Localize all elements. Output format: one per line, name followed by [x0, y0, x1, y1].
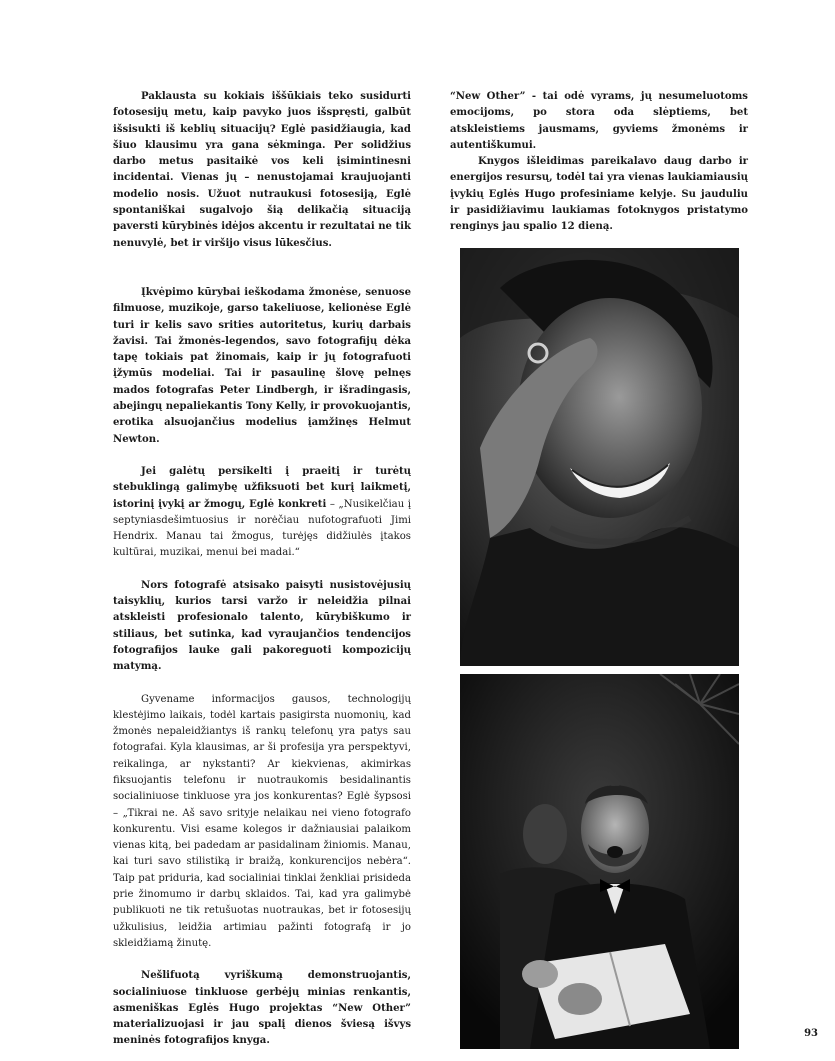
paragraph-book-release: Knygos išleidimas pareikalavo daug darbo ir energijos resursų, todėl tai yra vienas laukiamiausių įvykių Eglės Hugo profesiniame kelyje. Su jauduliu ir pasidižiavimu laukiamas fotoknygos pristatymo renginys jau spalio 12 dieną. — [450, 156, 748, 233]
left-text-column — [113, 89, 411, 1050]
paragraph-information-age: Gyvename informacijos gausos, technologijų klestėjimo laikais, todėl kartais pasigirsta nuomonių, kad žmonės nepaleidžiantys iš rankų telefonų yra patys sau fotografai. Kyla klausimas, ar ši profesija yra perspektyvi, reikalinga, ar nykstanti? Ar kiekvienas, akimirkas fiksuojantis telefonu ir nuotraukomis besidalinantis socialiniuose tinkluose yra jos konkurentas? Eglė šypsosi – „Tikrai ne. Aš savo srityje nelaikau nei vieno fotografo konkurentu. Visi esame kolegos ir dažniausiai palaikom vienas kitą, bei padedam ar pasidalinam žiniomis. Manau, kai turi savo stilistiką ir braižą, konkurencijos nebėra“. Taip pat priduria, kad socialiniai tinklai ženkliai prisideda prie žinomumo ir darbų sklaidos. Tai, kad yra galimybė publikuoti ne tik retušuotas nuotraukas, bet ir fotosesijų užkulisius, leidžia artimiau pažinti fotografą ir jo skleidžiamą žinutę. — [113, 693, 411, 949]
paragraph-new-other-project: Nešlifuotą vyriškumą demonstruojantis, socialiniuose tinkluose gerbėjų minias renkantis, asmeniškas Eglės Hugo projektas “New Other” materializuojasi ir jau spalį dienos šviesą išvys meninės fotografijos knyga. — [113, 970, 411, 1047]
paragraph-time-travel-quote: – „Nusikelčiau į septyniasdešimtuosius ir norėčiau nufotografuoti Jimi Hendrix. Manau tai žmogus, turėjęs didžiulės įtakos kultūrai, muzikai, menui bei madai.“ — [113, 498, 412, 559]
paragraph-challenges: Paklausta su kokiais iššūkiais teko susidurti fotosesijų metu, kaip pavyko juos išspręsti, galbūt išsisukti iš keblių situacijų? Eglė pasidžiaugia, kad šiuo klausimu yra gana sėkminga. Per solidžius darbo metus pasitaikė vos keli įsimintinesni incidentai. Vienas jų – nenustojamai kraujuojanti modelio nosis. Užuot nutraukusi fotosesiją, Eglė spontaniškai sugalvojo šią delikačią situaciją paversti kūrybinės idėjos akcentu ir rezultatai ne tik nenuvylė, bet ir viršijo visus lūkesčius. — [113, 91, 411, 249]
photo-man-with-book — [460, 674, 739, 1049]
paragraph-time-travel — [113, 464, 411, 562]
paragraph-rules: Nors fotografė atsisako paisyti nusistovėjusių taisyklių, kurios tarsi varžo ir neleidžia pilnai atskleisti profesionalo talento, kūrybiškumo ir stiliaus, bet sutinka, kad vyraujančios tendencijos fotografijos lauke gali pakoreguoti kompozicijų matymą. — [113, 579, 411, 673]
right-text-column — [450, 89, 748, 236]
page-number: 93 — [804, 1028, 818, 1039]
photo-laughing-man — [460, 248, 739, 666]
photo-laughing-man-image — [460, 248, 739, 666]
photo-man-with-book-image — [460, 674, 739, 1049]
paragraph-ode-to-men: “New Other” - tai odė vyrams, jų nesumeluotoms emocijoms, po stora oda slėptiems, bet atskleistiems jausmams, gyviems žmonėms ir autentiškumui. — [450, 91, 748, 151]
paragraph-inspiration: Įkvėpimo kūrybai ieškodama žmonėse, senuose filmuose, muzikoje, garso takeliuose, kelionėse Eglė turi ir kelis savo srities autoritetus, kurių darbais žavisi. Tai žmonės-legendos, savo fotografijų dėka tapę tokiais pat žinomais, kaip ir jų fotografuoti įžymūs modeliai. Tai ir pasaulinę šlovę pelnęs mados fotografas Peter Lindbergh, ir išradingasis, abejingų nepaliekantis Tony Kelly, ir provokuojantis, erotika alsuojančius modelius įamžinęs Helmut Newton. — [113, 286, 411, 445]
paragraph-time-travel-lead: Jei galėtų persikelti į praeitį ir turėtų stebuklingą galimybę užfiksuoti bet kurį laikmetį, istorinį įvykį ar žmogų, Eglė konkreti — [113, 465, 411, 510]
